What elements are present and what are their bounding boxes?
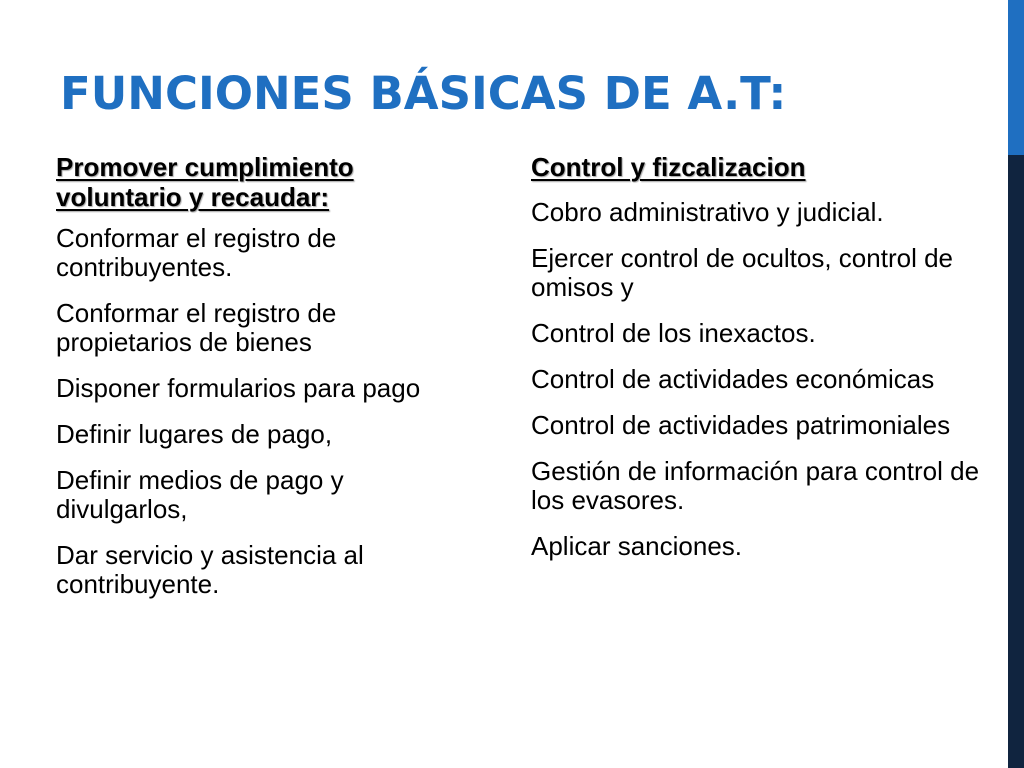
right-column-list xyxy=(531,198,991,561)
list-item: Cobro administrativo y judicial. xyxy=(531,197,884,227)
list-item: Definir lugares de pago, xyxy=(56,419,333,449)
left-column xyxy=(56,152,476,616)
list-item: Aplicar sanciones. xyxy=(531,531,742,561)
list-item: Definir medios de pago y divulgarlos, xyxy=(56,465,344,524)
list-item: Control de los inexactos. xyxy=(531,318,816,348)
list-item: Gestión de información para control de los evasores. xyxy=(531,456,980,515)
left-column-heading: Promover cumplimiento voluntario y recaudar: xyxy=(56,152,354,212)
right-column-heading: Control y fizcalizacion xyxy=(531,152,806,182)
list-item: Ejercer control de ocultos, control de omisos y xyxy=(531,243,953,302)
list-item: Control de actividades económicas xyxy=(531,364,935,394)
right-column xyxy=(531,152,991,578)
list-item: Control de actividades patrimoniales xyxy=(531,410,951,440)
accent-bar-bottom xyxy=(1008,155,1024,768)
list-item: Conformar el registro de propietarios de bienes xyxy=(56,298,337,357)
accent-bar-top xyxy=(1008,0,1024,155)
list-item: Disponer formularios para pago xyxy=(56,373,421,403)
list-item: Dar servicio y asistencia al contribuyente. xyxy=(56,540,364,599)
left-column-list xyxy=(56,224,476,599)
list-item: Conformar el registro de contribuyentes. xyxy=(56,223,337,282)
slide-title: FUNCIONES BÁSICAS DE A.T: xyxy=(60,67,787,120)
